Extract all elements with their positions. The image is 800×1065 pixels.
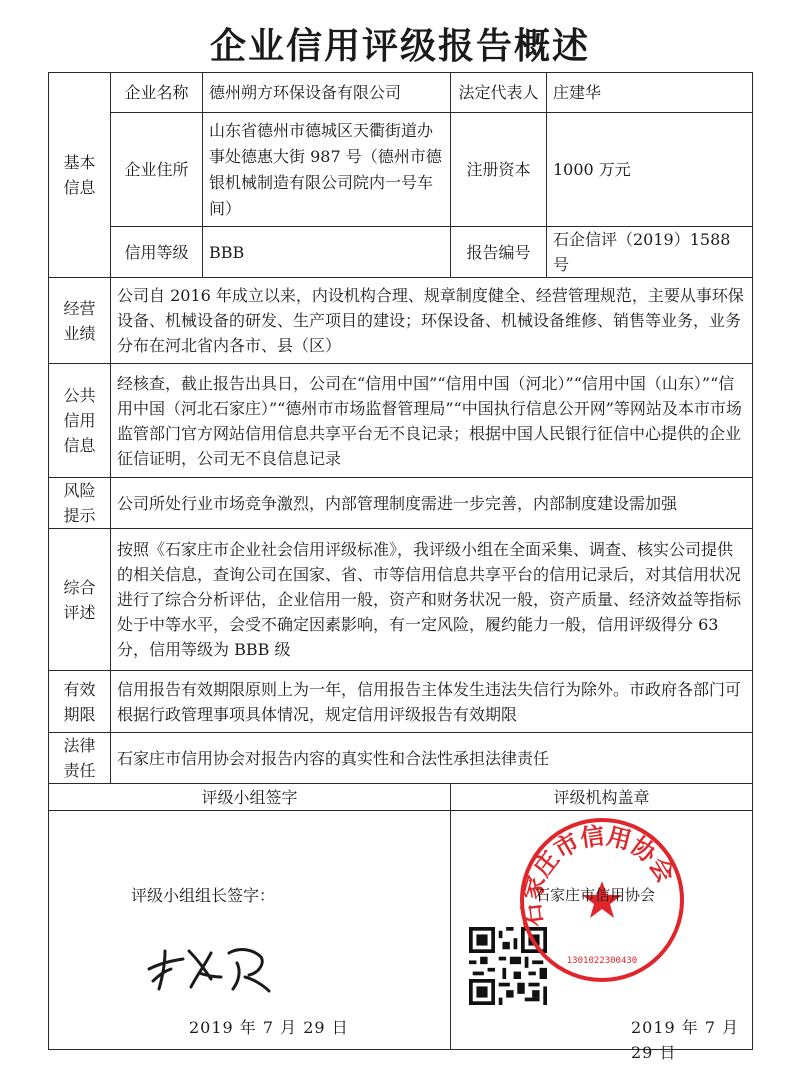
report-table: [48, 72, 753, 1062]
company-name: 德州朔方环保设备有限公司: [203, 73, 451, 113]
org-seal-cell: [451, 811, 753, 1062]
basic-label: 基本 信息: [63, 153, 96, 197]
capital-key: 注册资本: [451, 113, 547, 227]
public-credit-text: 经核查，截止报告出具日，公司在“信用中国”“信用中国（河北）”“信用中国（山东）”“信用中国（河北石家庄）”“德州市市场监督管理局”“中国执行信息公开网”等网站及本市市场监管部门官方网站信用信息共享平台无不良记录；根据中国人民银行征信中心提供的企业征信证明，公司无不良信息记录: [111, 364, 753, 478]
performance-label: 经营 业绩: [63, 298, 96, 343]
rating-key: 信用等级: [111, 227, 203, 278]
section-label-validity: [49, 671, 111, 733]
registered-capital: 1000 万元: [547, 113, 753, 227]
summary-label: 综合 评述: [63, 577, 96, 622]
risk-label: 风险 提示: [63, 481, 96, 525]
company-address: 山东省德州市德城区天衢街道办事处德惠大街 987 号（德州市德银机械制造有限公司院内一号车间）: [203, 113, 451, 227]
section-label-legal: [49, 733, 111, 784]
group-sign-cell: [49, 811, 451, 1050]
company-name-key: 企业名称: [111, 73, 203, 113]
credit-rating: BBB: [203, 227, 451, 278]
address-key: 企业住所: [111, 113, 203, 227]
summary-text: 按照《石家庄市企业社会信用评级标准》，我评级小组在全面采集、调查、核实公司提供的相关信息，查询公司在国家、省、市等信用信息共享平台的信用记录后，对其信用状况进行了综合分析评估，企业信用一般，资产和财务状况一般，资产质量、经济效益等指标处于中等水平，会受不确定因素影响，有一定风险，履约能力一般，信用评级得分 63 分，信用等级为 BBB 级: [111, 529, 753, 671]
svg-text:石家庄市信用协会: [517, 822, 680, 929]
group-sign-header: 评级小组签字: [49, 784, 451, 811]
validity-label: 有效 期限: [63, 679, 96, 724]
section-label-basic: [49, 73, 111, 278]
group-sign-date: 2019 年 7 月 29 日: [189, 1018, 349, 1037]
org-seal-header: 评级机构盖章: [451, 784, 753, 811]
handwritten-signature: [141, 929, 281, 999]
report-no-key: 报告编号: [451, 227, 547, 278]
seal-code: 1301022300430: [566, 956, 638, 966]
seal-name-arc: 石家庄市信用协会: [517, 821, 680, 929]
legal-text: 石家庄市信用协会对报告内容的真实性和合法性承担法律责任: [111, 733, 753, 784]
report-number: 石企信评（2019）1588 号: [547, 227, 753, 278]
legal-rep: 庄建华: [547, 73, 753, 113]
section-label-performance: [49, 278, 111, 364]
section-label-summary: [49, 529, 111, 671]
page-title: 企业信用评级报告概述: [209, 26, 590, 67]
risk-text: 公司所处行业市场竞争激烈，内部管理制度需进一步完善，内部制度建设需加强: [111, 478, 753, 529]
performance-text: 公司自 2016 年成立以来，内设机构合理、规章制度健全、经营管理规范，主要从事环保设备、机械设备的研发、生产项目的建设；环保设备、机械设备维修、销售等业务，业务分布在河北省内各市、县（区）: [111, 278, 753, 364]
seal-org-text: 石家庄市信用协会: [535, 886, 656, 904]
section-label-public-credit: [49, 364, 111, 478]
leader-sign-label: 评级小组组长签字：: [131, 886, 276, 905]
legal-label: 法律 责任: [63, 736, 96, 780]
legal-rep-key: 法定代表人: [451, 73, 547, 113]
org-seal-date: 2019 年 7 月 29 日: [631, 1018, 740, 1062]
section-label-risk: [49, 478, 111, 529]
validity-text: 信用报告有效期限原则上为一年，信用报告主体发生违法失信行为除外。市政府各部门可根据行政管理事项具体情况，规定信用评级报告有效期限: [111, 671, 753, 733]
public-credit-label: 公共 信用 信息: [63, 386, 96, 455]
